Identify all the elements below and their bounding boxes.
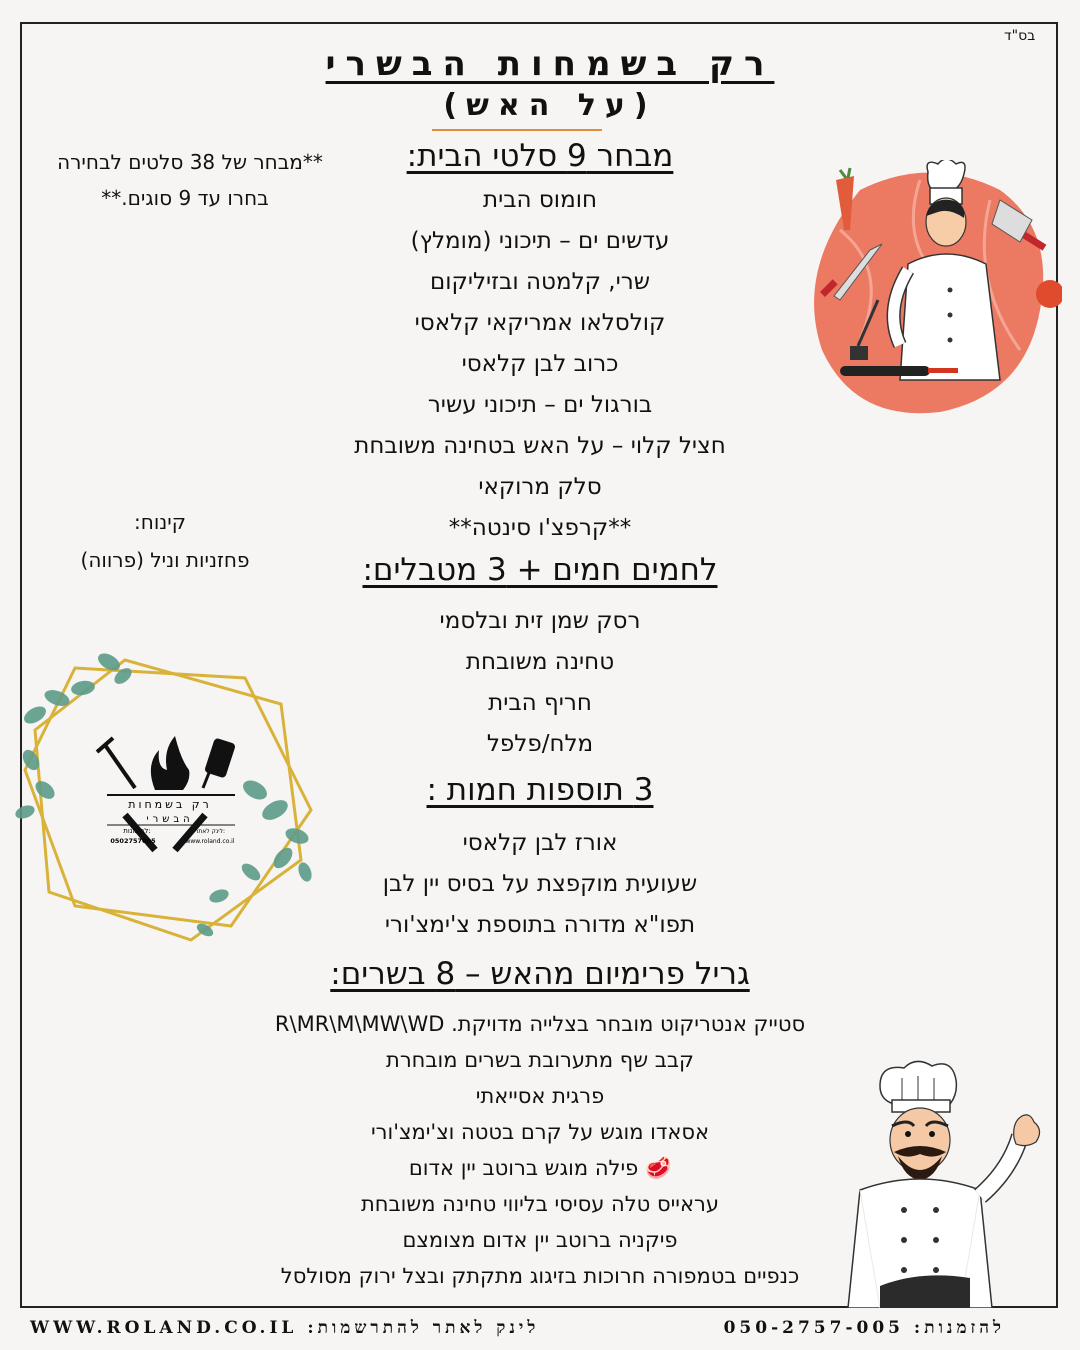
bread-item: חריף הבית: [488, 690, 592, 716]
footer-site-label: לינק לאתר להתרשמות:: [307, 1318, 540, 1338]
sides-heading-text: 3 תוספות חמות :: [426, 772, 654, 808]
dessert-label: קינוח:: [134, 510, 186, 534]
side-item: אורז לבן קלאסי: [462, 830, 618, 856]
footer-order-block: [700, 1318, 1005, 1338]
breads-heading-text: לחמים חמים + 3 מטבלים:: [362, 552, 718, 588]
page-title: [300, 44, 800, 84]
salad-item: חומוס הבית: [482, 187, 597, 213]
footer-order-label: להזמנות:: [913, 1318, 1005, 1338]
bsd-mark: בס"ד: [1004, 28, 1036, 44]
grill-item: אסאדו מוגש על קרם בטטה וצ'ימצ'ורי: [370, 1120, 710, 1144]
salad-item: כרוב לבן קלאסי: [461, 351, 619, 377]
grill-item: סטייק אנטריקוט מובחר בצלייה מדויקת. R\MR\M\MW\WD: [274, 1012, 806, 1036]
bread-item: מלח/פלפל: [486, 731, 594, 757]
bread-item: טחינה משובחת: [465, 649, 615, 675]
logo-order-label: להזמנות:: [123, 827, 151, 835]
breads-heading: [200, 552, 880, 588]
bread-item: רסק שמן זית ובלסמי: [439, 608, 641, 634]
dessert-text: פחזניות וניל (פרווה): [80, 548, 250, 572]
grill-item: כנפיים בטמפורה חרוכות בזיגוג מתקתק ובצל ירוק מסולסל: [280, 1264, 800, 1288]
logo-name-line1: רק בשמחות: [128, 798, 212, 811]
grill-item: קבב שף מתערובת בשרים מובחרת: [386, 1048, 694, 1072]
grill-item: פרגית אסייאתי: [475, 1084, 605, 1108]
salad-item: בורגול ים – תיכוני עשיר: [427, 392, 653, 418]
title-divider: [432, 129, 602, 131]
side-item: תפו"א מדורה בתוספת צ'ימצ'ורי: [384, 912, 696, 938]
salad-item: עדשים ים – תיכוני (מומלץ): [410, 228, 670, 254]
page-subtitle: (על האש): [443, 88, 657, 123]
logo-phone: 0502757005: [110, 837, 156, 845]
logo-link-label: לינק לאתר:: [194, 828, 226, 835]
grill-item: עראייס טלה עסיסי בליווי טחינה משובחת: [360, 1192, 720, 1216]
grill-item: 🥩 פילה מוגש ברוטב יין אדום: [408, 1156, 672, 1180]
logo-wreath: [5, 640, 335, 950]
salad-item: חציל קלוי – על האש בטחינה משובחת: [354, 433, 726, 459]
footer-site[interactable]: WWW.ROLAND.CO.IL: [30, 1318, 298, 1338]
grill-item: פיקניה ברוטב יין אדום מצומצם: [402, 1228, 678, 1252]
salads-heading-text: מבחר 9 סלטי הבית:: [406, 138, 674, 174]
salad-item: שרי, קלמטה ובזיליקום: [429, 269, 651, 295]
chef-cooking-illustration: [800, 160, 1062, 422]
chef-mustache-illustration: [820, 1060, 1060, 1308]
salad-item: סלק מרוקאי: [478, 474, 602, 500]
footer-site-block: [30, 1318, 540, 1338]
page-title-text: רק בשמחות הבשרי: [325, 44, 775, 84]
logo-site: www.roland.co.il: [185, 838, 235, 845]
grill-heading: [200, 956, 880, 992]
footer-phone[interactable]: 050-2757-005: [723, 1318, 904, 1338]
grill-heading-text: גריל פרימיום מהאש – 8 בשרים:: [330, 956, 750, 992]
salad-note-line2: בחרו עד 9 סוגים.**: [101, 186, 269, 210]
salad-item: קולסלאו אמריקאי קלאסי: [414, 310, 666, 336]
logo-name-line2: הבשרי: [146, 814, 194, 825]
salad-note-line1: **מבחר של 38 סלטים לבחירה: [57, 150, 323, 174]
salad-item: **קרפצ'ו סינטה**: [448, 515, 632, 541]
side-item: שעועית מוקפצת על בסיס יין לבן: [382, 871, 698, 897]
